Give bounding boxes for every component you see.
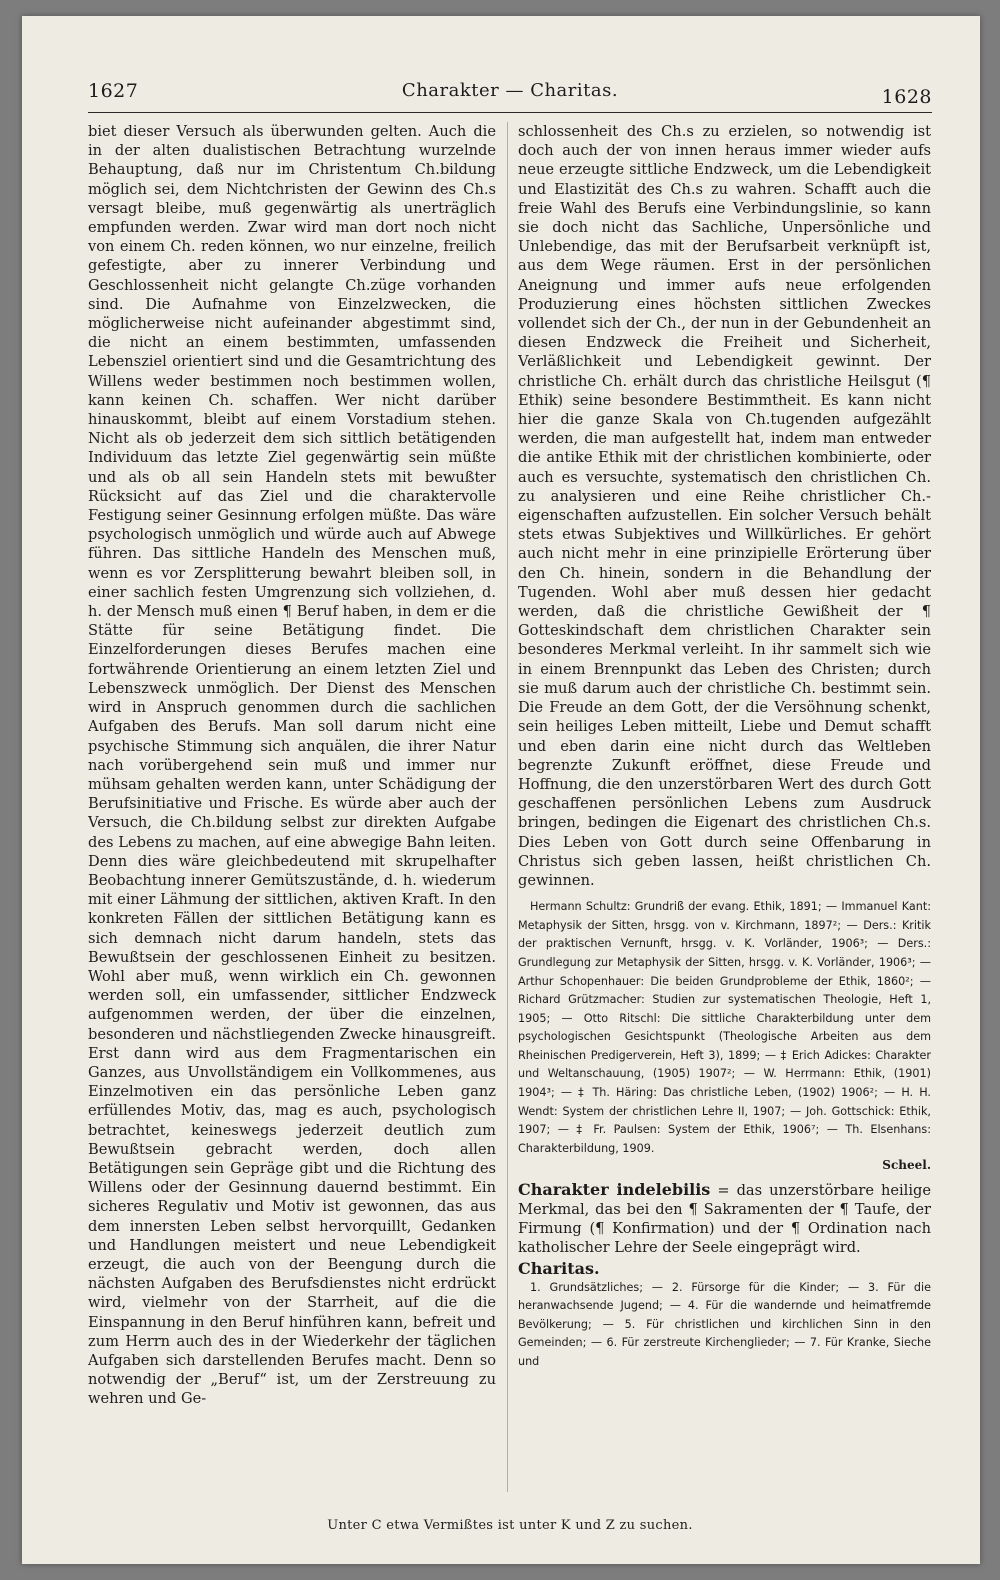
entry-headword: Charakter indelebilis (518, 1179, 711, 1199)
author-signature: Scheel. (882, 1158, 931, 1173)
entry-charitas-contents: 1. Grundsätzliches; — 2. Fürsorge für die Kinder; — 3. Für die heranwachsende Jugend; — 4. Für die wandernde und heimatfremde Bevölkerung; — 5. Für christlichen und kirchlichen Sinn in den Gemeinden; — 6. Für zerstreute Kirchenglieder; — 7. Für Kranke, Sieche und (518, 1280, 931, 1369)
bibliography: Hermann Schultz: Grundriß der evang. Ethik, 1891; — Immanuel Kant: Metaphysik der Sitten, hrsgg. von v. Kirchmann, 1897²; — Ders.: Kritik der praktischen Vernunft, hrsgg. v. K. Vorländer, 1906³; — Ders.: Grundlegung zur Metaphysik der Sitten, hrsgg. v. K. Vorländer, 1906³; — Arthur Schopenhauer: Die beiden Grundprobleme der Ethik, 1860²; — Richard Grützmacher: Studien zur systematischen Theologie, Heft 1, 1905; — Otto Ritschl: Die sittliche Charakterbildung unter dem psychologischen Gesichtspunkt (Theologische Arbeiten aus dem Rheinischen Predigerverein, Heft 3), 1899; — ‡ Erich Adickes: Charakter und Weltanschauung, (1905) 1907²; — W. Herrmann: Ethik, (1901) 1904³; — ‡ Th. Häring: Das christliche Leben, (1902) 1906²; — H. H. Wendt: System der christlichen Lehre II, 1907; — Joh. Gottschick: Ethik, 1907; — ‡ Fr. Paulsen: System der Ethik, 1906⁷; — Th. Elsenhans: Charakterbildung, 1909. (518, 900, 931, 1155)
entry-charakter-indelebilis (518, 1180, 931, 1258)
right-column-text: schlossenheit des Ch.s zu erzielen, so notwendig ist doch auch der von innen heraus immer wieder aufs neue erzeugte sittliche Endzweck, um die Lebendigkeit und Elastizität des Ch.s zu wahren. Schafft auch die freie Wahl des Berufs eine Verbindungslinie, so kann sie doch nicht das Sachliche, Unpersönliche und Unlebendige, das mit der Berufsarbeit verknüpft ist, aus dem Wege räumen. Erst in der persönlichen Aneignung und immer aufs neue erfolgenden Produzierung eines höchsten sittlichen Zweckes vollendet sich der Ch., der nun in der Gebundenheit an diesen Endzweck die Freiheit und Sicherheit, Verläßlichkeit und Lebendigkeit gewinnt. Der christliche Ch. erhält durch das christliche Heilsgut (¶ Ethik) seine besondere Bestimmtheit. Es kann nicht hier die ganze Skala von Ch.tugenden aufgezählt werden, die man aufgestellt hat, indem man entweder die antike Ethik mit der christlichen kombinierte, oder auch es versuchte, systematisch den christlichen Ch. zu analysieren und eine Reihe christlicher Ch.-eigenschaften aufzustellen. Ein solcher Versuch behält stets etwas Subjektives und Willkürliches. Er gehört auch nicht mehr in eine prinzipielle Erörterung über den Ch. hinein, sondern in die Behandlung der Tugenden. Wohl aber muß dessen hier gedacht werden, daß die christliche Gewißheit der ¶ Gotteskindschaft dem christlichen Charakter sein besonderes Merkmal verleiht. In ihr sammelt sich wie in einem Brennpunkt das Leben des Christen; durch sie muß darum auch der christliche Ch. bestimmt sein. Die Freude an dem Gott, der die Versöhnung schenkt, sein heiliges Leben mitteilt, Liebe und Demut schafft und eben darin eine nicht durch das Weltleben begrenzte Zukunft eröffnet, diese Freude und Hoffnung, die den unzerstörbaren Wert des durch Gott geschaffenen persönlichen Lebens zum Ausdruck bringen, bedingen die Eigenart des christlichen Ch.s. Dies Leben von Gott durch seine Offenbarung in Christus sich geben lassen, heißt christlichen Ch. gewinnen. (518, 123, 931, 889)
column-divider (507, 122, 508, 1492)
page-header (88, 74, 932, 114)
right-column (518, 122, 931, 1510)
header-rule (88, 112, 932, 113)
page-number-right: 1628 (881, 86, 932, 108)
left-column-text: biet dieser Versuch als überwunden gelten. Auch die in der alten dualistischen Betrachtung wurzelnde Behauptung, daß nur im Christentum Ch.bildung möglich sei, dem Nichtchristen der Gewinn des Ch.s versagt bleibe, muß gegenwärtig als unerträglich empfunden werden. Zwar wird man dort noch nicht von einem Ch. reden können, wo nur einzelne, freilich gefestigte, aber zu innerer Verbindung und Geschlossenheit nicht gelangte Ch.züge vorhanden sind. Die Aufnahme von Einzelzwecken, die möglicherweise nicht aufeinander abgestimmt sind, die nicht an einem bestimmten, umfassenden Lebensziel orientiert sind und die Gesamtrichtung des Willens weder bestimmen noch bestimmen wollen, kann keinen Ch. schaffen. Wer nicht darüber hinauskommt, bleibt auf einem Vorstadium stehen. Nicht als ob jederzeit dem sich sittlich betätigenden Individuum das letzte Ziel gegenwärtig sein müßte und als ob all sein Handeln stets mit bewußter Rücksicht auf das Ziel und die charaktervolle Festigung seiner Gesinnung erfolgen müßte. Das wäre psychologisch unmöglich und würde auch auf Abwege führen. Das sittliche Handeln des Menschen muß, wenn es vor Zersplitterung bewahrt bleiben soll, in einer sachlich festen Umgrenzung sich vollziehen, d. h. der Mensch muß einen ¶ Beruf haben, in dem er die Stätte für seine Betätigung findet. Die Einzelforderungen dieses Berufes machen eine fortwährende Orientierung an einem letzten Ziel und Lebenszweck unmöglich. Der Dienst des Menschen wird in Anspruch genommen durch die sachlichen Aufgaben des Berufs. Man soll darum nicht eine psychische Stimmung sich anquälen, die ihrer Natur nach vorübergehend sein muß und immer nur mühsam gehalten werden kann, unter Schädigung der Berufsinitiative und Frische. Es würde aber auch der Versuch, die Ch.bildung selbst zur direkten Aufgabe des Lebens zu machen, auf eine abwegige Bahn leiten. Denn dies wäre gleichbedeutend mit skrupelhafter Beobachtung innerer Gemütszustände, d. h. wiederum mit einer Lähmung der sittlichen, aktiven Kraft. In den konkreten Fällen der sittlichen Betätigung kann es sich demnach nicht darum handeln, stets das Bewußtsein der geschlossenen Einheit zu besitzen. Wohl aber muß, wenn wirklich ein Ch. gewonnen werden soll, ein umfassender, sittlicher Endzweck aufgenommen werden, der über die einzelnen, besonderen und nächstliegenden Zwecke hinausgreift. Erst dann wird aus dem Fragmentarischen ein Ganzes, aus Unvollständigem ein Vollkommenes, aus Einzelmotiven ein das persönliche Leben ganz erfüllendes Motiv, das, mag es auch, psychologisch betrachtet, keineswegs jederzeit deutlich zum Bewußtsein gebracht werden, doch allen Betätigungen sein Gepräge gibt und die Richtung des Willens oder der Gesinnung dauernd bestimmt. Ein sicheres Regulativ und Motiv ist gewonnen, das aus dem innersten Leben selbst hervorquillt, Gedanken und Handlungen meistert und neue Lebendigkeit erzeugt, die auch von der Beengung durch die nächsten Aufgaben des Berufsdienstes nicht erdrückt wird, vielmehr von der Starrheit, auf die die Einspannung in den Beruf hinführen kann, befreit und zum Herrn auch des in der Wiederkehr der täglichen Aufgaben sich darstellenden Berufes macht. Denn so notwendig der „Beruf“ ist, um der Zerstreuung zu wehren und Ge- (88, 123, 496, 1408)
entry-definition: = das unzerstörbare heilige Merkmal, das bei den ¶ Sakramenten der ¶ Taufe, der Firmung (¶ Konfirmation) und der ¶ Ordination nach katholischer Lehre der Seele eingeprägt wird. (518, 1181, 931, 1257)
entry-charitas-headword: Charitas. (518, 1259, 600, 1279)
left-column (88, 122, 496, 1510)
page-footer-note: Unter C etwa Vermißtes ist unter K und Z zu suchen. (327, 1518, 693, 1533)
running-title: Charakter — Charitas. (401, 80, 619, 101)
page-number-left: 1627 (88, 80, 139, 102)
document-page (22, 16, 980, 1564)
